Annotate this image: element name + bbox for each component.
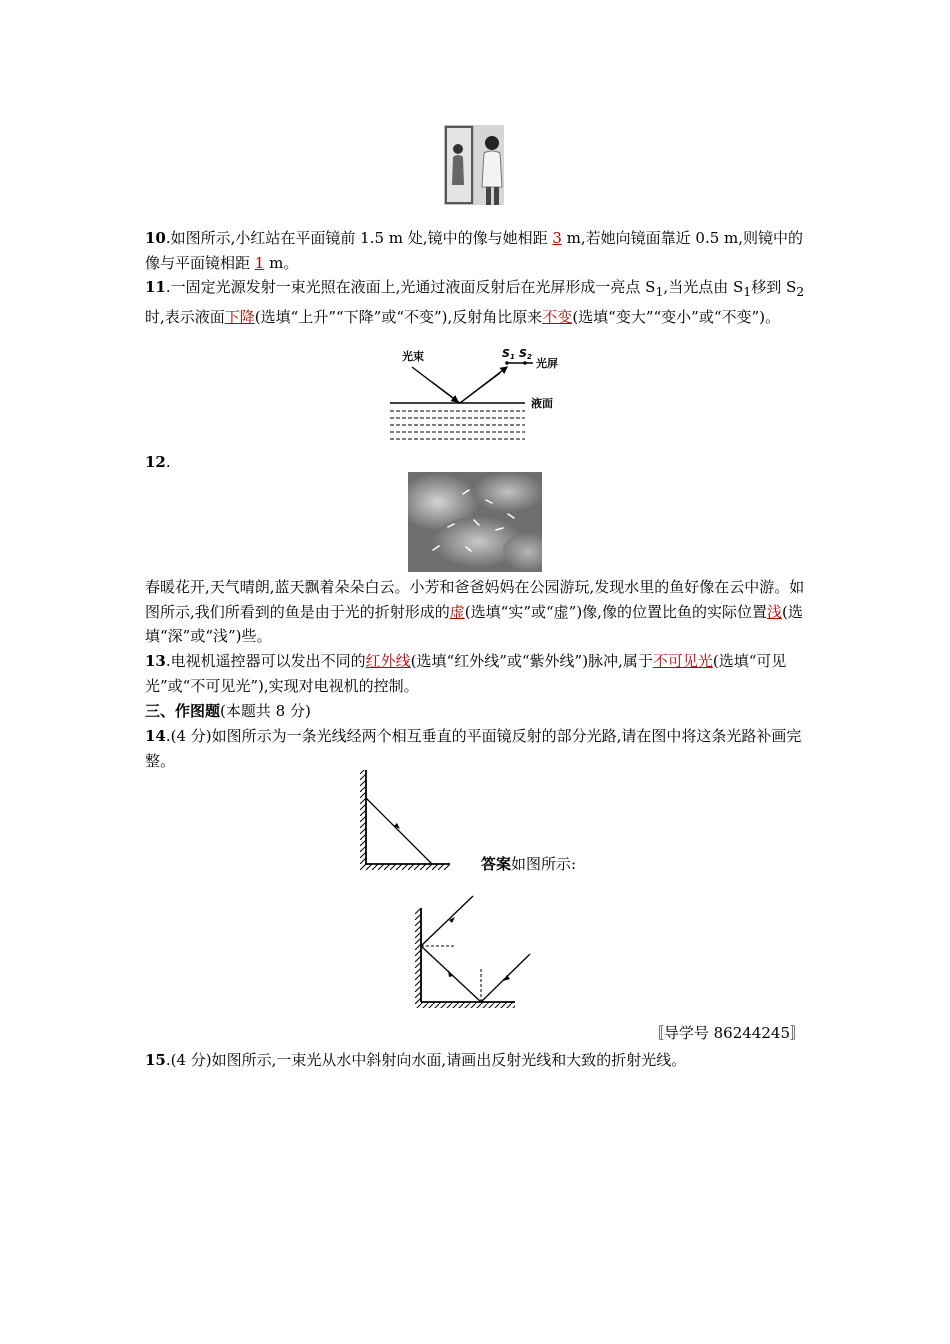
answer-blank: 浅 (766, 602, 782, 621)
answer-blank: 虚 (449, 602, 465, 621)
question-12-number: 12. (145, 453, 171, 471)
question-15: 15.(4 分)如图所示,一束光从水中斜射向水面,请画出反射光线和大致的折射光线。 (145, 1051, 687, 1069)
answer-label: 答案 (481, 855, 512, 873)
mirror-girl-photo (444, 125, 504, 205)
answer-blank: 红外线 (365, 652, 411, 670)
s2-label: S2 (519, 347, 532, 361)
answer-blank: 1 (254, 253, 265, 272)
answer-blank: 不变 (542, 307, 573, 326)
question-13: 13.电视机遥控器可以发出不同的红外线(选填“红外线”或“紫外线”)脉冲,属于不可见光(选填“可见光”或“不可见光”),实现对电视机的控制。 (145, 652, 787, 695)
question-number: 14 (145, 727, 166, 745)
two-mirror-answer-diagram (415, 890, 555, 1010)
liquid-reflection-diagram (390, 345, 580, 445)
answer-line: 答案如图所示: (481, 855, 577, 873)
beam-label: 光束 (402, 350, 424, 363)
fish-in-clouds-photo (408, 472, 542, 572)
screen-label: 光屏 (536, 357, 558, 370)
question-number: 11 (145, 278, 166, 296)
answer-blank: 3 (552, 229, 562, 247)
question-14: 14.(4 分)如图所示为一条光线经两个相互垂直的平面镜反射的部分光路,请在图中将这条光路补画完整。 (145, 727, 802, 770)
section-heading: 三、作图题(本题共 8 分) (145, 702, 311, 720)
two-mirror-diagram (360, 768, 460, 872)
question-number: 13 (145, 652, 166, 670)
question-number: 15 (145, 1051, 166, 1069)
s1-label: S1 (502, 347, 515, 361)
question-number: 12 (145, 453, 166, 471)
question-11: 11.一固定光源发射一束光照在液面上,光通过液面反射后在光屏形成一亮点 $S_1$,当光点由 $S_1$移到 $S_2$时,表示液面下降(选填“上升”“下降”或“不变”),反射角比原来不变(选填“变大”“变小”或“不变”)。 (145, 278, 805, 326)
guide-number: 〚导学号 86244245〛 (648, 1024, 805, 1042)
question-10: 10.如图所示,小红站在平面镜前 1.5 m 处,镜中的像与她相距 3 m,若她向镜面靠近 0.5 m,则镜中的像与平面镜相距 1 m。 (145, 229, 804, 272)
answer-blank: 不可见光 (652, 652, 713, 670)
surface-label: 液面 (531, 397, 553, 410)
answer-blank: 下降 (224, 307, 255, 326)
question-12: 春暖花开,天气晴朗,蓝天飘着朵朵白云。小芳和爸爸妈妈在公园游玩,发现水里的鱼好像在云中游。如图所示,我们所看到的鱼是由于光的折射形成的虚(选填“实”或“虚”)像,像的位置比鱼的实际位置浅(选填“深”或“浅”)些。 (145, 578, 805, 645)
question-number: 10 (145, 229, 166, 247)
